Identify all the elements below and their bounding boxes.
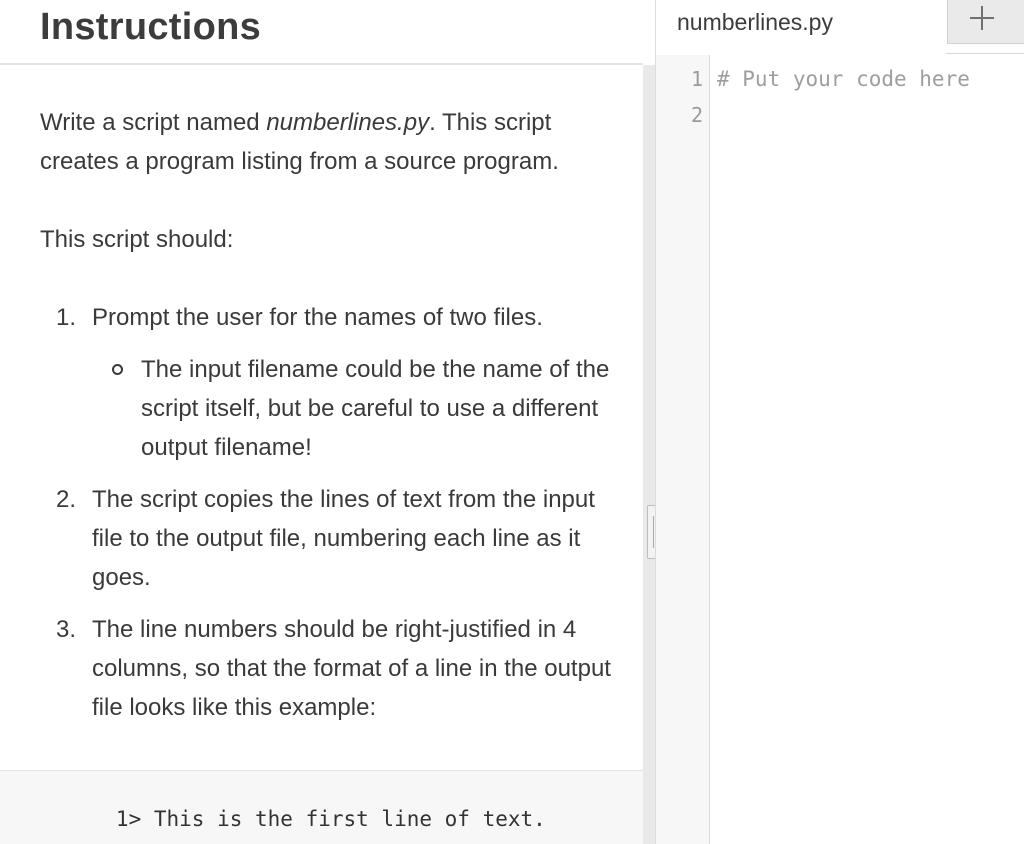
- instructions-body: [40, 103, 620, 740]
- add-file-button[interactable]: [947, 0, 1024, 44]
- intro-filename: numberlines.py: [266, 109, 430, 136]
- grip-line-icon: [653, 516, 654, 548]
- step-text: Prompt the user for the names of two files.: [92, 304, 543, 331]
- intro-suffix: . This script creates a program listing from a source program.: [40, 109, 559, 175]
- step-item: [40, 298, 620, 467]
- editor-tab-bar: [656, 0, 1024, 54]
- step-number: 2.: [56, 486, 77, 513]
- should-label: This script should:: [40, 226, 234, 253]
- code-example-text: 1> This is the first line of text.: [78, 807, 546, 831]
- circle-bullet-icon: [112, 364, 123, 375]
- code-line[interactable]: # Put your code here: [717, 67, 970, 91]
- file-tab-numberlines[interactable]: [656, 0, 946, 54]
- instructions-header: [0, 0, 643, 65]
- plus-icon-vertical: [981, 6, 983, 30]
- step-number: 1.: [56, 304, 77, 331]
- step-text: The line numbers should be right-justified in 4 columns, so that the format of a line in the output file looks like this example:: [92, 616, 611, 721]
- sub-list: [92, 350, 620, 467]
- code-example-block: [0, 770, 643, 844]
- line-number: 1: [690, 67, 703, 91]
- line-number-gutter: [656, 55, 710, 844]
- panel-splitter[interactable]: [643, 65, 655, 844]
- step-text: The script copies the lines of text from the input file to the output file, numbering each line as it goes.: [92, 486, 595, 591]
- file-tab-label: numberlines.py: [677, 9, 833, 35]
- instructions-title: Instructions: [40, 6, 262, 48]
- sub-item-text: The input filename could be the name of the script itself, but be careful to use a different output filename!: [141, 356, 610, 461]
- step-item: [40, 610, 620, 727]
- step-number: 3.: [56, 616, 77, 643]
- code-editor[interactable]: [656, 55, 1024, 844]
- editor-panel: [655, 0, 1024, 844]
- sub-item: [92, 350, 620, 467]
- intro-paragraph: [40, 103, 620, 181]
- step-item: [40, 480, 620, 597]
- steps-list: [40, 298, 620, 727]
- intro-prefix: Write a script named: [40, 109, 267, 136]
- line-number: 2: [690, 103, 703, 127]
